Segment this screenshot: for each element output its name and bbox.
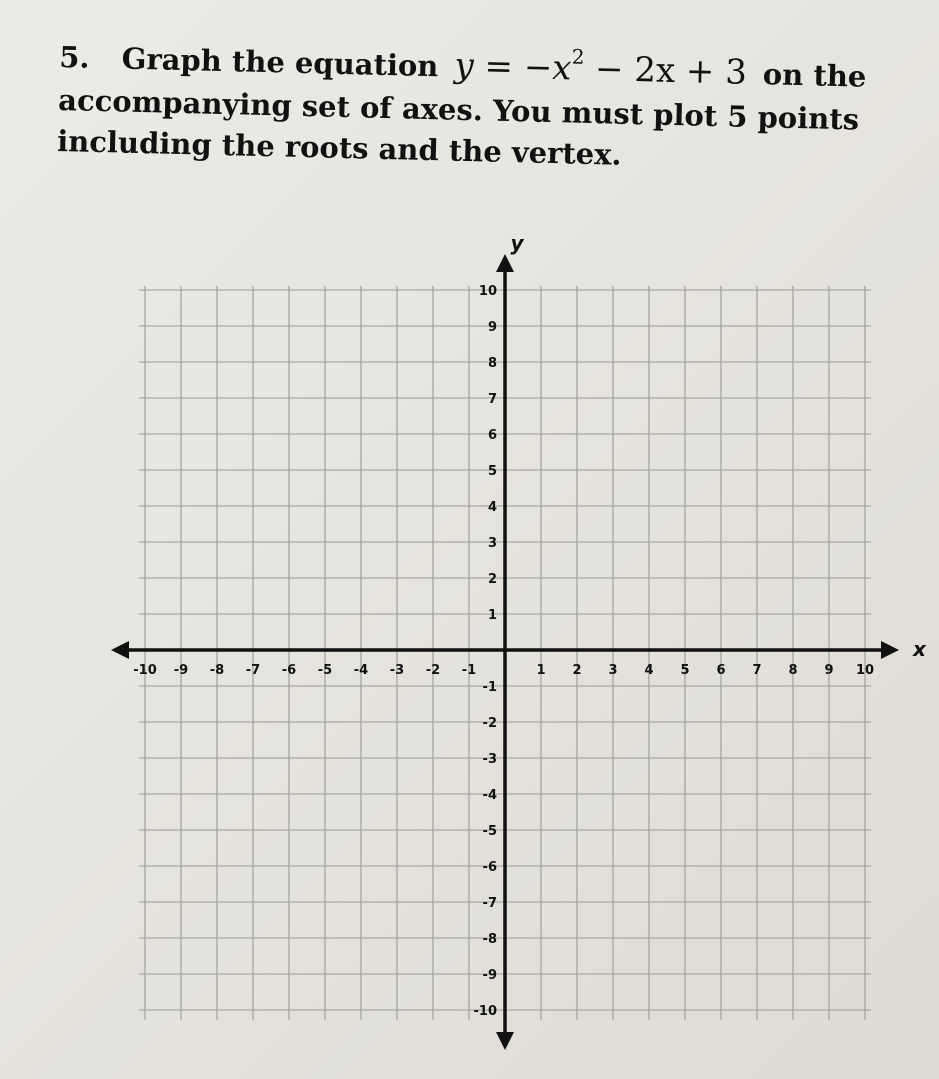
y-tick-label: 2 bbox=[487, 572, 497, 587]
x-tick-label: 9 bbox=[824, 663, 834, 678]
x-tick-label: -3 bbox=[389, 663, 405, 678]
x-tick-label: 1 bbox=[536, 663, 546, 678]
x-tick-label: -4 bbox=[353, 663, 369, 678]
y-tick-label: -7 bbox=[482, 896, 497, 911]
y-tick-label: -1 bbox=[482, 680, 497, 695]
y-tick-label: 10 bbox=[478, 284, 497, 299]
y-tick-label: 1 bbox=[487, 608, 497, 623]
y-tick-label: -10 bbox=[473, 1004, 497, 1019]
y-tick-label: -2 bbox=[482, 716, 497, 731]
x-tick-label: -7 bbox=[245, 663, 261, 678]
question-text-after: on the accompanying set of axes. You must plot 5 points including the roots and the vertex. bbox=[56, 57, 867, 173]
question-number: 5. bbox=[58, 39, 91, 75]
x-axis-arrow-right bbox=[881, 641, 899, 659]
x-tick-label: 6 bbox=[716, 663, 726, 678]
y-tick-label: -6 bbox=[482, 860, 497, 875]
equation: $y = -x^2 - 2x + 3$ bbox=[454, 44, 748, 93]
x-axis-arrow-left bbox=[111, 641, 129, 659]
x-tick-label: -5 bbox=[317, 663, 333, 678]
y-tick-label: 6 bbox=[487, 428, 497, 443]
x-tick-label: -1 bbox=[461, 663, 477, 678]
question-text-before: Graph the equation bbox=[121, 41, 439, 84]
axes bbox=[111, 254, 899, 1050]
x-tick-label: -6 bbox=[281, 663, 297, 678]
x-tick-label: 7 bbox=[752, 663, 762, 678]
x-tick-label: 2 bbox=[572, 663, 582, 678]
y-tick-label: -5 bbox=[482, 824, 497, 839]
y-tick-label: -9 bbox=[482, 968, 497, 983]
y-axis-label: y bbox=[510, 231, 524, 255]
x-axis-label: x bbox=[913, 637, 926, 661]
y-tick-label: -8 bbox=[482, 932, 497, 947]
y-tick-label: -3 bbox=[482, 752, 497, 767]
x-tick-label: -9 bbox=[173, 663, 189, 678]
x-tick-label: 5 bbox=[680, 663, 690, 678]
y-tick-label: 3 bbox=[487, 536, 497, 551]
y-tick-label: 9 bbox=[487, 320, 497, 335]
x-tick-label: -10 bbox=[133, 663, 157, 678]
x-tick-label: 3 bbox=[608, 663, 618, 678]
y-tick-label: 5 bbox=[487, 464, 497, 479]
y-tick-label: 8 bbox=[487, 356, 497, 371]
x-tick-label: -8 bbox=[209, 663, 225, 678]
x-tick-label: 4 bbox=[644, 663, 654, 678]
y-axis-arrow-top bbox=[496, 254, 514, 272]
y-tick-label: 7 bbox=[487, 392, 497, 407]
x-tick-label: -2 bbox=[425, 663, 441, 678]
tick-labels bbox=[133, 231, 927, 1019]
y-tick-label: -4 bbox=[482, 788, 497, 803]
y-tick-label: 4 bbox=[487, 500, 497, 515]
x-tick-label: 8 bbox=[788, 663, 798, 678]
x-tick-label: 10 bbox=[855, 663, 875, 678]
y-axis-arrow-bottom bbox=[496, 1032, 514, 1050]
